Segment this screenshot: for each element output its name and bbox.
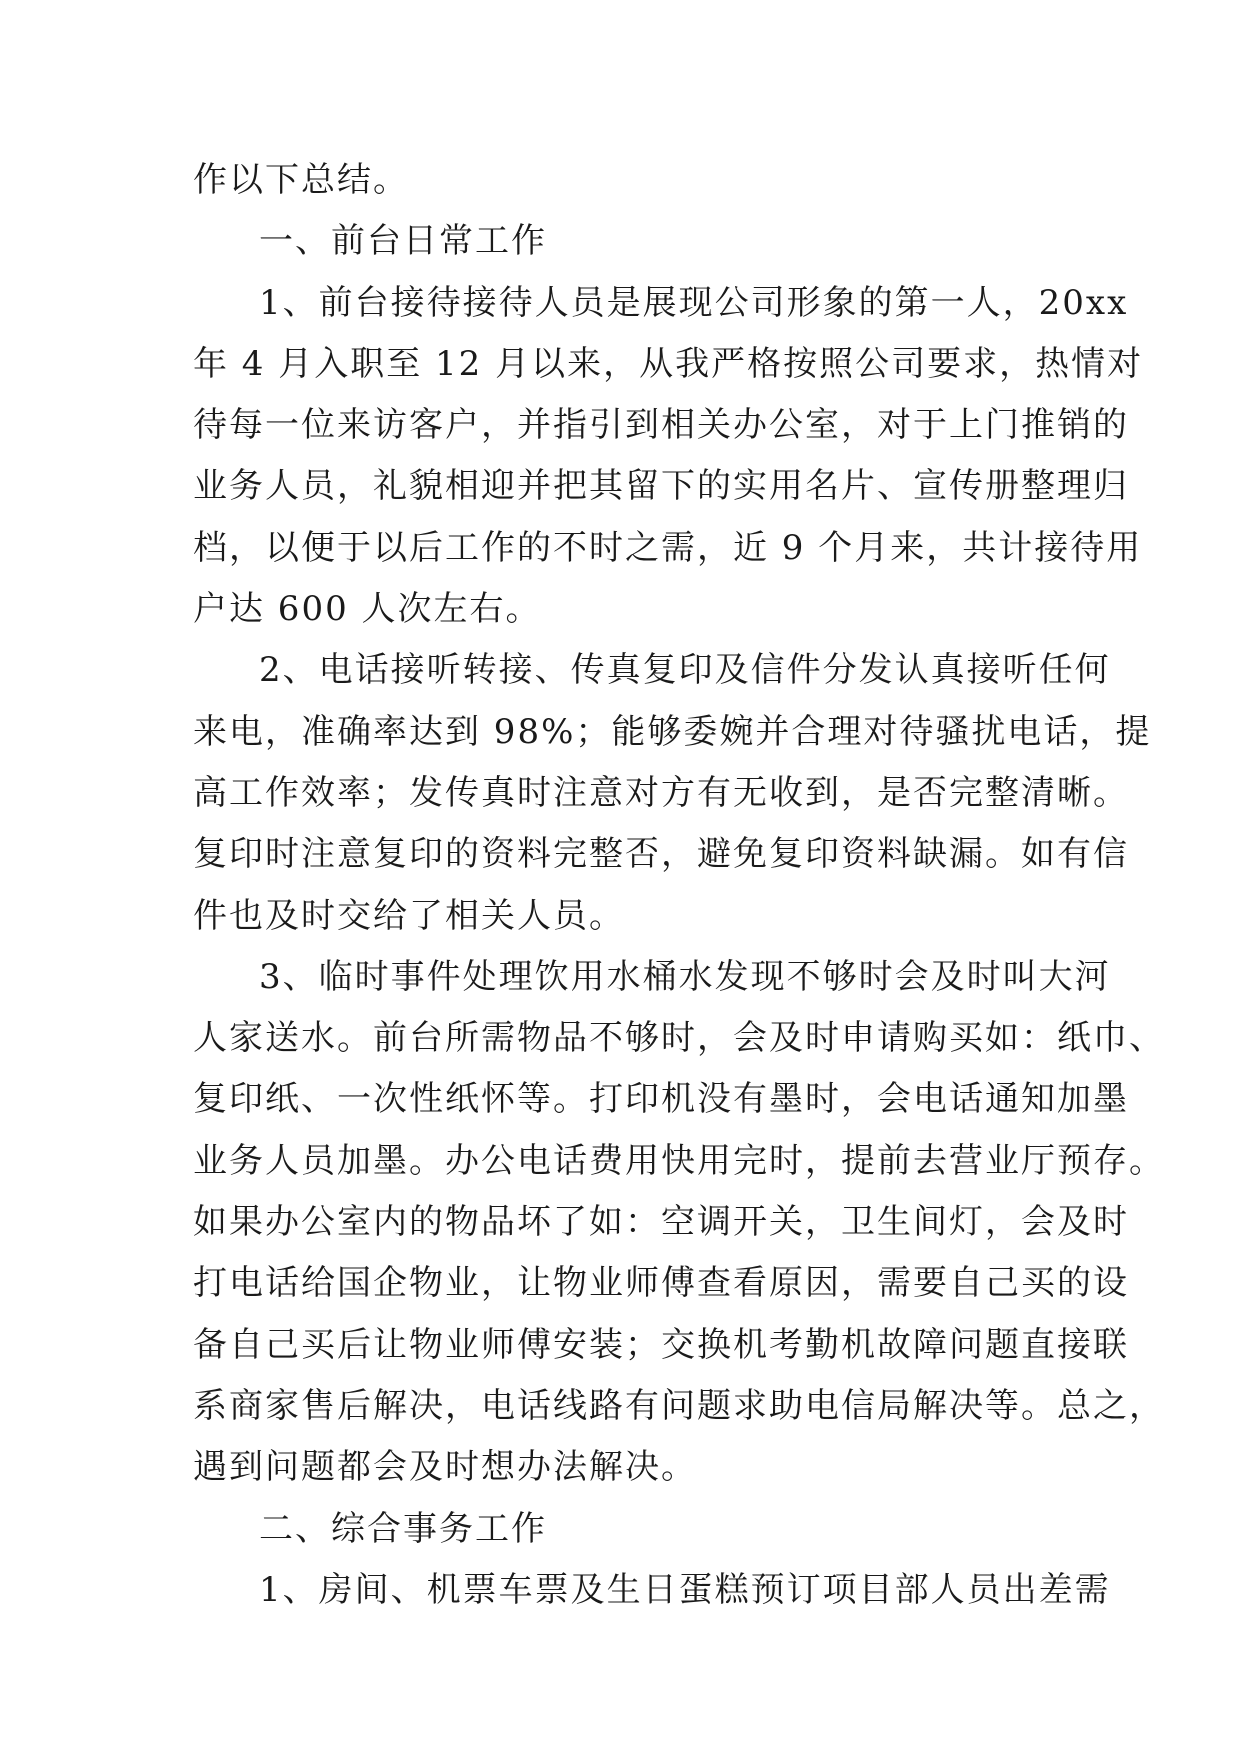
paragraph-line: 高工作效率；发传真时注意对方有无收到，是否完整清晰。 — [193, 772, 1129, 813]
paragraph-line: 如果办公室内的物品坏了如：空调开关，卫生间灯，会及时 — [193, 1202, 1129, 1243]
paragraph-line: 业务人员加墨。办公电话费用快用完时，提前去营业厅预存。 — [193, 1140, 1165, 1181]
paragraph-line: 年 4 月入职至 12 月以来，从我严格按照公司要求，热情对 — [193, 343, 1144, 384]
paragraph-line: 复印纸、一次性纸怀等。打印机没有墨时，会电话通知加墨 — [193, 1079, 1129, 1120]
paragraph-line: 打电话给国企物业，让物业师傅查看原因，需要自己买的设 — [193, 1263, 1129, 1304]
paragraph-line: 2、电话接听转接、传真复印及信件分发认真接听任何 — [259, 650, 1111, 691]
lead-line: 作以下总结。 — [193, 160, 409, 200]
paragraph-line: 来电，准确率达到 98%；能够委婉并合理对待骚扰电话，提 — [193, 711, 1152, 752]
paragraph-line: 遇到问题都会及时想办法解决。 — [193, 1447, 697, 1488]
paragraph — [193, 640, 1152, 946]
paragraph — [193, 947, 1165, 1499]
paragraph — [193, 1560, 1111, 1621]
paragraph-line: 业务人员，礼貌相迎并把其留下的实用名片、宣传册整理归 — [193, 466, 1129, 507]
section-heading: 二、综合事务工作 — [259, 1508, 547, 1549]
paragraph-line: 1、前台接待接待人员是展现公司形象的第一人，20xx — [259, 282, 1129, 323]
paragraph-line: 1、房间、机票车票及生日蛋糕预订项目部人员出差需 — [259, 1569, 1111, 1610]
paragraph-line: 备自己买后让物业师傅安装；交换机考勤机故障问题直接联 — [193, 1324, 1129, 1365]
paragraph — [193, 273, 1144, 641]
paragraph-line: 户达 600 人次左右。 — [193, 589, 542, 630]
paragraph-line: 系商家售后解决，电话线路有问题求助电信局解决等。总之， — [193, 1385, 1165, 1426]
paragraph-line: 复印时注意复印的资料完整否，避免复印资料缺漏。如有信 — [193, 834, 1129, 875]
paragraph-line: 人家送水。前台所需物品不够时，会及时申请购买如：纸巾、 — [193, 1018, 1165, 1059]
paragraph-line: 件也及时交给了相关人员。 — [193, 895, 625, 936]
document-page — [193, 150, 1165, 1621]
paragraph-line: 3、临时事件处理饮用水桶水发现不够时会及时叫大河 — [259, 956, 1111, 997]
paragraph-line: 档，以便于以后工作的不时之需，近 9 个月来，共计接待用 — [193, 527, 1143, 568]
section-heading: 一、前台日常工作 — [259, 221, 547, 262]
paragraph-line: 待每一位来访客户，并指引到相关办公室，对于上门推销的 — [193, 405, 1129, 446]
